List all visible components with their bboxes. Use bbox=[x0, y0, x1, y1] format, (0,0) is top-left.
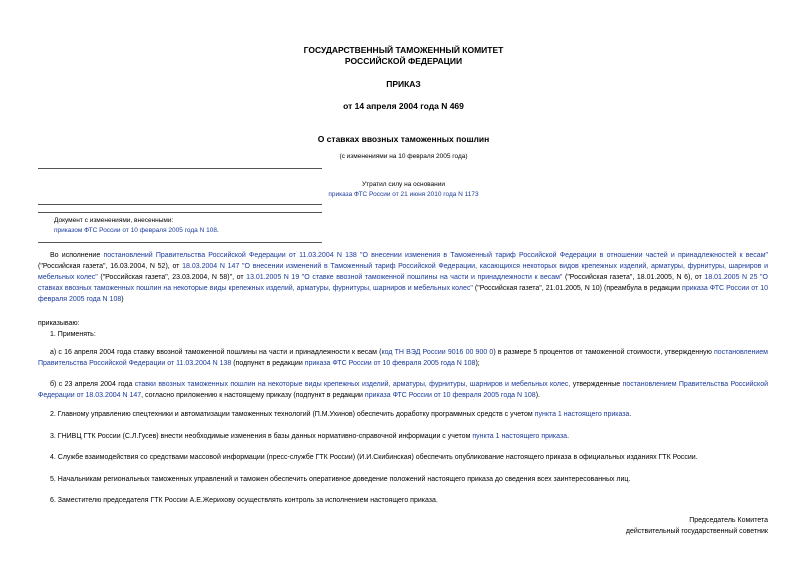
item-text: (подпункт в редакции bbox=[231, 360, 305, 367]
item-text: 3. ГНИВЦ ГТК России (С.Л.Гусев) внести необходимые изменения в базы данных нормативно-справочной информации с учетом bbox=[50, 433, 473, 440]
divider bbox=[38, 204, 322, 205]
preamble-link-108[interactable]: приказа ФТС России от 10 февраля 2005 года N 108 bbox=[38, 285, 768, 303]
preamble-paragraph bbox=[38, 250, 768, 305]
order-word: приказываю: bbox=[38, 320, 80, 327]
signature-title: Председатель Комитета bbox=[689, 517, 768, 524]
changes-note: (с изменениями на 10 февраля 2005 года) bbox=[339, 153, 468, 160]
item-text: ); bbox=[475, 360, 480, 367]
preamble-link-147[interactable]: 18.03.2004 N 147 "О внесении изменений в Таможенный тариф Российской Федерации, касающихся некоторых видов крепежных изделий, арматуры, фурнитуры, шарниров и мебельных колес" bbox=[38, 263, 768, 281]
preamble-text: ("Российская газета", 16.03.2004, N 52), от bbox=[38, 263, 183, 270]
amend-note: Документ с изменениями, внесенными: bbox=[54, 217, 174, 224]
org-name-line1: ГОСУДАРСТВЕННЫЙ ТАМОЖЕННЫЙ КОМИТЕТ bbox=[303, 45, 504, 55]
preamble-text: ("Российская газета", 23.03.2004, N 58)", от bbox=[97, 274, 247, 281]
item-text: б) с 23 апреля 2004 года bbox=[50, 381, 135, 388]
item-6: 6. Заместителю председателя ГТК России А.Е.Жерихову осуществлять контроль за исполнением настоящего приказа. bbox=[50, 497, 438, 504]
amend-order-link[interactable]: приказом ФТС России от 10 февраля 2005 года N 108 bbox=[54, 227, 217, 234]
doc-type: ПРИКАЗ bbox=[386, 79, 421, 89]
item-1a bbox=[38, 347, 768, 369]
item-3 bbox=[38, 431, 768, 442]
item-text: а) с 16 апреля 2004 года ставку ввозной таможенной пошлины на части и принадлежности к весам ( bbox=[50, 349, 382, 356]
point-1-link[interactable]: пункта 1 настоящего приказа bbox=[472, 433, 568, 440]
amend-note-row: приказом ФТС России от 10 февраля 2005 года N 108. bbox=[54, 227, 219, 234]
preamble-link-19[interactable]: 13.01.2005 N 19 "О ставке ввозной таможенной пошлины на части и принадлежности к весам" bbox=[246, 274, 563, 281]
resolution-147-link[interactable]: постановлением Правительства Российской Федерации от 18.03.2004 N 147 bbox=[38, 381, 768, 399]
signature-rank: действительный государственный советник bbox=[625, 528, 768, 535]
preamble-text: ("Российская газета", 18.01.2005, N 6), от bbox=[562, 274, 705, 281]
item-1: 1. Применять: bbox=[50, 331, 96, 338]
item-4: 4. Службе взаимодействия со средствами массовой информации (пресс-службе ГТК России) (И.И.Скибинская) обеспечить опубликование настоящего приказа в официальных изданиях ГТК России. bbox=[50, 454, 698, 461]
item-2 bbox=[38, 409, 768, 420]
divider bbox=[38, 242, 322, 243]
point-1-link[interactable]: пункта 1 настоящего приказа bbox=[534, 411, 630, 418]
item-text: . bbox=[567, 433, 570, 440]
org-name-line2: РОССИЙСКОЙ ФЕДЕРАЦИИ bbox=[344, 56, 463, 66]
void-order-link[interactable]: приказа ФТС России от 21 июня 2010 года N 1173 bbox=[328, 191, 479, 198]
resolution-138-link[interactable]: постановлением Правительства Российской Федерации от 11.03.2004 N 138 bbox=[38, 349, 768, 367]
item-text: . bbox=[629, 411, 632, 418]
order-108-link[interactable]: приказа ФТС России от 10 февраля 2005 года N 108 bbox=[364, 392, 536, 399]
preamble-text: Во исполнение bbox=[50, 252, 104, 259]
order-108-link[interactable]: приказа ФТС России от 10 февраля 2005 года N 108 bbox=[304, 360, 476, 367]
preamble-link-25[interactable]: 18.01.2005 N 25 "О ставках ввозных таможенных пошлин на некоторые виды крепежных изделий, арматуры, фурнитуры, шарниров и мебельных колес" bbox=[38, 274, 768, 292]
item-5: 5. Начальникам региональных таможенных управлений и таможен обеспечить оперативное доведение положений настоящего приказа до сведения всех заинтересованных лиц. bbox=[50, 476, 631, 483]
item-text: 2. Главному управлению спецтехники и автоматизации таможенных технологий (П.М.Ухинов) обеспечить доработку программных средств с учетом bbox=[50, 411, 535, 418]
doc-date: от 14 апреля 2004 года N 469 bbox=[343, 101, 464, 111]
preamble-link-138[interactable]: постановлений Правительства Российской Федерации от 11.03.2004 N 138 "О внесении изменения в Таможенный тариф Российской Федерации в отношении частей и принадлежностей к весам" bbox=[103, 252, 768, 259]
item-text: , согласно приложению к настоящему приказу (подпункт в редакции bbox=[141, 392, 365, 399]
item-text: ). bbox=[535, 392, 540, 399]
preamble-text: ("Российская газета", 21.01.2005, N 10) (преамбула в редакции bbox=[472, 285, 683, 292]
preamble-text: ) bbox=[121, 296, 124, 303]
item-text: утвержденные bbox=[570, 381, 623, 388]
doc-title: О ставках ввозных таможенных пошлин bbox=[317, 134, 490, 144]
divider bbox=[38, 168, 322, 169]
item-text: ) в размере 5 процентов от таможенной стоимости, утвержденную bbox=[493, 349, 715, 356]
rates-link[interactable]: ставки ввозных таможенных пошлин на некоторые виды крепежных изделий, арматуры, фурнитуры, шарниров и мебельных колес, bbox=[134, 381, 571, 388]
divider bbox=[38, 212, 322, 213]
tnved-code-link[interactable]: код ТН ВЭД России 9016 00 900 0 bbox=[381, 349, 494, 356]
void-note: Утратил силу на основании bbox=[361, 181, 446, 188]
item-1b bbox=[38, 379, 768, 401]
